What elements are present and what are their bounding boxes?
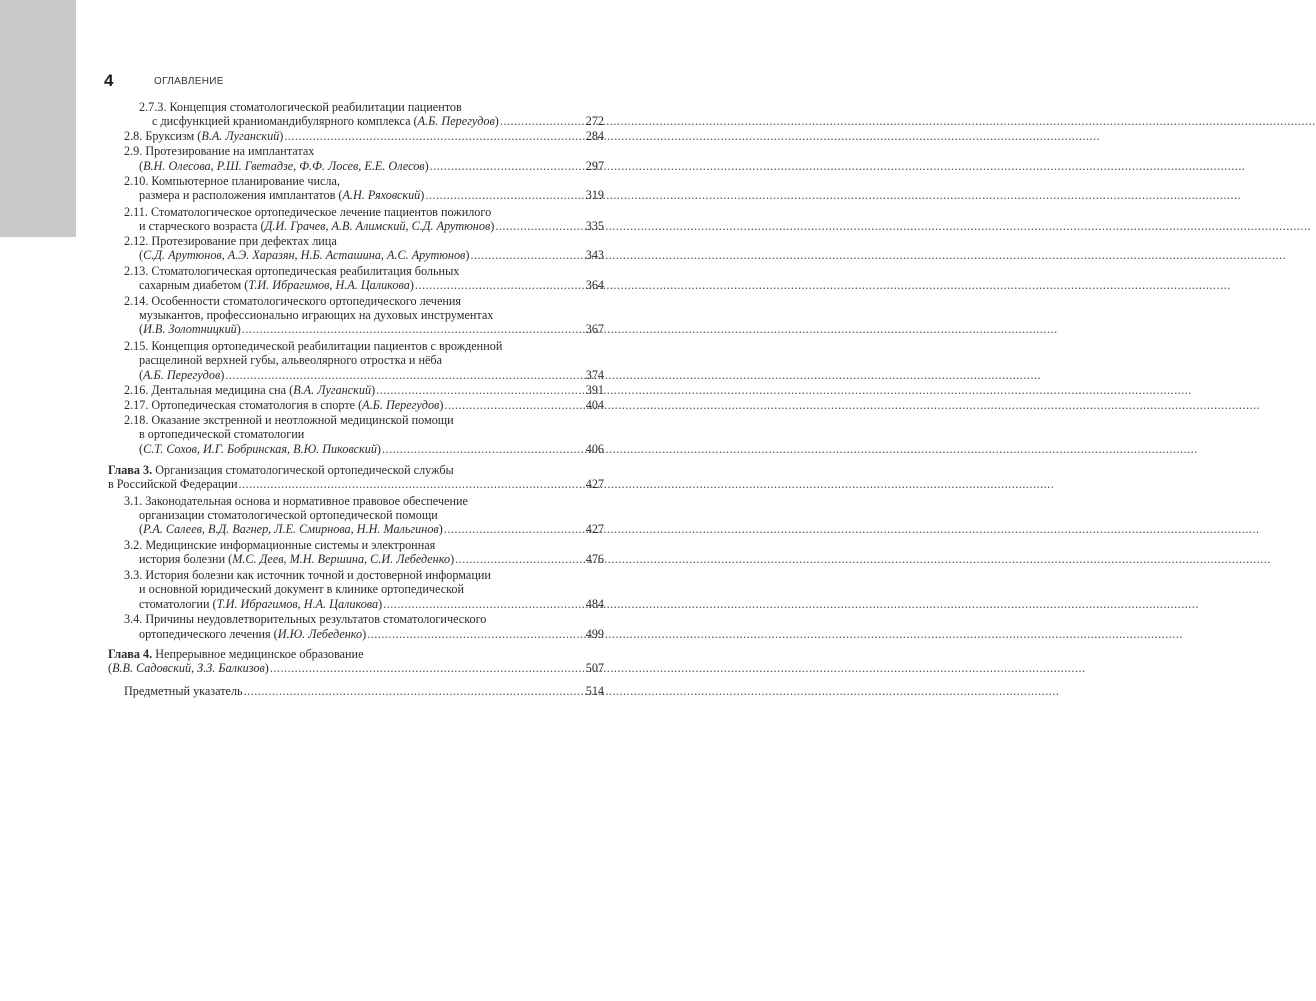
toc-entry-2-12-line1: 2.12. Протезирование при дефектах лица — [124, 234, 337, 248]
toc-entry-2-9[interactable]: (В.Н. Олесова, Р.Ш. Гветадзе, Ф.Ф. Лосев, Е.Е. Олесов) ..... 297 — [139, 159, 604, 173]
toc-entry-3-4[interactable]: ортопедического лечения (И.Ю. Лебеденко) ..... 499 — [139, 627, 604, 641]
toc-entry-2-14-line2: музыкантов, профессионально играющих на духовых инструментах — [139, 308, 494, 322]
toc-chapter-4-line1: Глава 4. Непрерывное медицинское образование — [108, 647, 364, 661]
toc-entry-2-11-line1: 2.11. Стоматологическое ортопедическое лечение пациентов пожилого — [124, 205, 492, 219]
toc-entry-3-3-line1: 3.3. История болезни как источник точной и достоверной информации — [124, 568, 491, 582]
toc-entry-2-15-line2: расщелиной верхней губы, альвеолярного отростка и нёба — [139, 353, 443, 367]
toc-entry-2-14[interactable]: (И.В. Золотницкий) ..... 367 — [139, 322, 604, 336]
page-edge-band — [0, 0, 76, 237]
toc-entry-2-17[interactable]: 2.17. Ортопедическая стоматология в спорте (А.Б. Перегудов) ..... 404 — [124, 398, 604, 412]
toc-entry-2-8[interactable]: 2.8. Бруксизм (В.А. Луганский) ..... 284 — [124, 129, 604, 143]
toc-chapter-3-line1: Глава 3. Организация стоматологической ортопедической службы — [108, 463, 454, 477]
toc-entry-2-18-line2: в ортопедической стоматологии — [139, 427, 305, 441]
toc-entry-2-10[interactable]: размера и расположения имплантатов (А.Н. Ряховский) ..... 319 — [139, 188, 604, 202]
toc-entry-2-18-line1: 2.18. Оказание экстренной и неотложной медицинской помощи — [124, 413, 454, 427]
page-number: 4 — [104, 71, 114, 90]
toc-subject-index[interactable]: Предметный указатель ..... 514 — [124, 684, 604, 698]
running-title: ОГЛАВЛЕНИЕ — [154, 76, 224, 87]
toc-entry-3-3[interactable]: стоматологии (Т.И. Ибрагимов, Н.А. Цаликова) ..... 484 — [139, 597, 604, 611]
toc-chapter-3[interactable]: в Российской Федерации ..... 427 — [108, 477, 604, 491]
toc-entry-2-7-3[interactable]: с дисфункцией краниомандибулярного комплекса (А.Б. Перегудов) ..... 272 — [152, 114, 604, 128]
toc-entry-2-9-line1: 2.9. Протезирование на имплантатах — [124, 144, 315, 158]
toc-entry-3-2[interactable]: история болезни (М.С. Деев, М.Н. Вершина, С.И. Лебеденко) ..... 476 — [139, 552, 604, 566]
toc-entry-3-1[interactable]: (Р.А. Салеев, В.Д. Вагнер, Л.Е. Смирнова, Н.Н. Мальгинов) ..... 427 — [139, 522, 604, 536]
toc-entry-3-2-line1: 3.2. Медицинские информационные системы и электронная — [124, 538, 436, 552]
toc-entry-2-10-line1: 2.10. Компьютерное планирование числа, — [124, 174, 340, 188]
toc-chapter-4[interactable]: (В.В. Садовский, З.З. Балкизов) ..... 507 — [108, 661, 604, 675]
toc-entry-2-13[interactable]: сахарным диабетом (Т.И. Ибрагимов, Н.А. Цаликова) ..... 364 — [139, 278, 604, 292]
toc-entry-2-11[interactable]: и старческого возраста (Д.И. Грачев, А.В. Алимский, С.Д. Арутюнов) ..... 335 — [139, 219, 604, 233]
toc-entry-3-3-line2: и основной юридический документ в клинике ортопедической — [139, 582, 465, 596]
toc-entry-2-7-3-line1: 2.7.3. Концепция стоматологической реабилитации пациентов — [139, 100, 462, 114]
toc-entry-2-13-line1: 2.13. Стоматологическая ортопедическая реабилитация больных — [124, 264, 460, 278]
toc-entry-2-15-line1: 2.15. Концепция ортопедической реабилитации пациентов с врожденной — [124, 339, 503, 353]
toc-entry-3-1-line1: 3.1. Законодательная основа и нормативное правовое обеспечение — [124, 494, 468, 508]
toc-entry-2-16[interactable]: 2.16. Дентальная медицина сна (В.А. Луганский) ..... 391 — [124, 383, 604, 397]
toc-entry-3-4-line1: 3.4. Причины неудовлетворительных результатов стоматологического — [124, 612, 487, 626]
toc-entry-2-15[interactable]: (А.Б. Перегудов) ..... 374 — [139, 368, 604, 382]
toc-entry-2-18[interactable]: (С.Т. Сохов, И.Г. Бобринская, В.Ю. Пиковский) ..... 406 — [139, 442, 604, 456]
toc-entry-3-1-line2: организации стоматологической ортопедической помощи — [139, 508, 438, 522]
toc-entry-2-14-line1: 2.14. Особенности стоматологического ортопедического лечения — [124, 294, 461, 308]
toc-entry-2-12[interactable]: (С.Д. Арутюнов, А.Э. Харазян, Н.Б. Асташина, А.С. Арутюнов) ..... 343 — [139, 248, 604, 262]
